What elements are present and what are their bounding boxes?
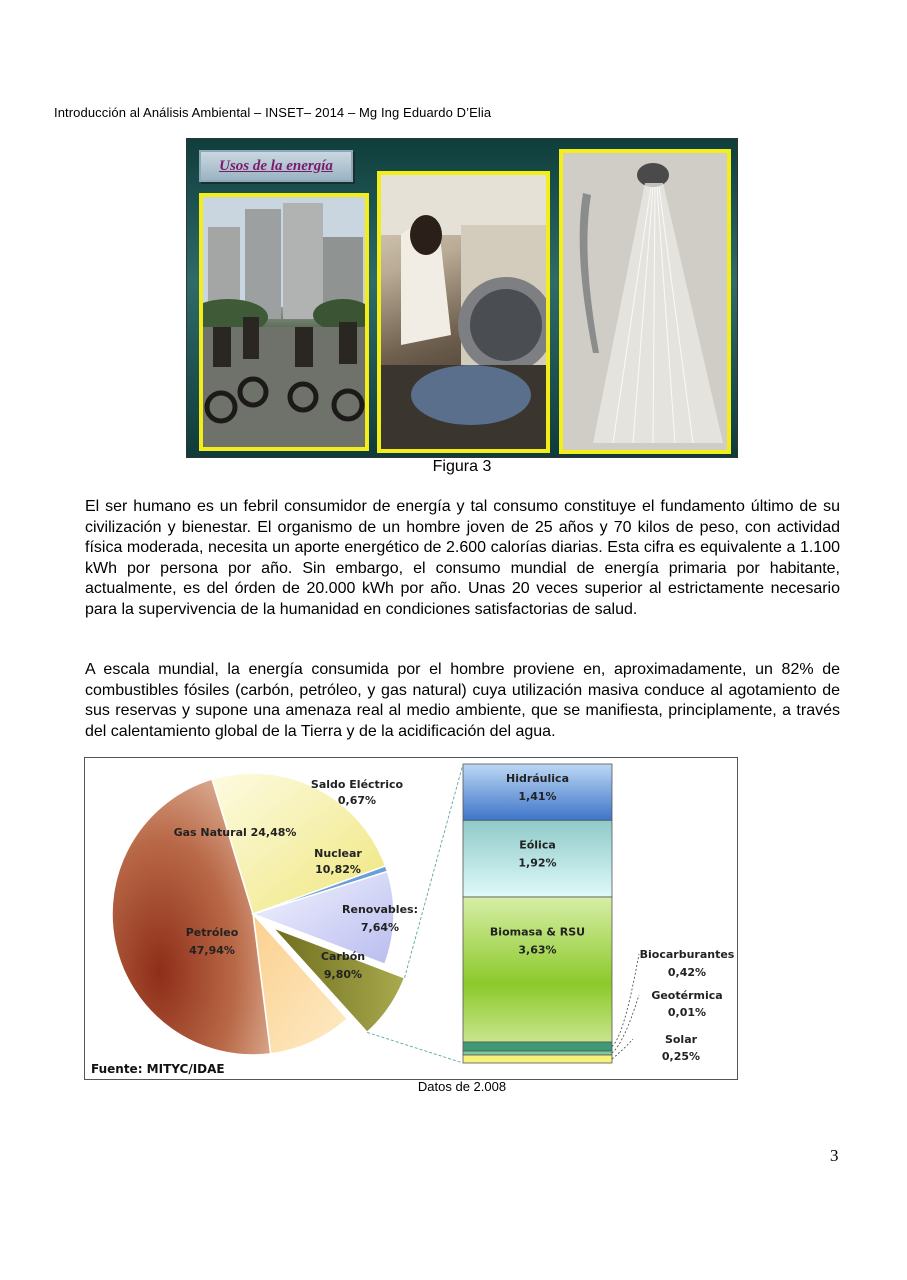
value-petroleo: 47,94% (189, 944, 235, 957)
figure-usos-energia (186, 138, 738, 458)
connector-bottom (367, 1032, 463, 1063)
label-gas-natural: Gas Natural 24,48% (173, 826, 297, 839)
bar-value-biomasa-rsu: 3,63% (518, 943, 557, 957)
bar-segment-biomasa-rsu (463, 897, 612, 1042)
figure-title-box (199, 150, 353, 182)
chart-canvas (85, 758, 737, 1079)
bar-value-eolica: 1,92% (518, 856, 557, 870)
label-carbon: Carbón (320, 950, 366, 963)
motorcycles-street-photo (199, 193, 369, 451)
value-carbon: 9,80% (323, 968, 363, 981)
bar-value-biocarburantes: 0,42% (667, 966, 707, 979)
bar-label-biomasa-rsu: Biomasa & RSU (489, 925, 586, 939)
figure-caption: Figura 3 (432, 458, 492, 475)
value-saldo-electrico: 0,67% (337, 794, 377, 807)
value-renovables: 7,64% (360, 921, 400, 934)
label-saldo-electrico: Saldo Eléctrico (310, 778, 404, 791)
bar-label-solar: Solar (664, 1033, 698, 1046)
energy-pie-chart (84, 757, 738, 1080)
label-nuclear: Nuclear (314, 847, 362, 860)
page-header: Introducción al Análisis Ambiental – INSET– 2014 – Mg Ing Eduardo D’Elia (54, 105, 492, 120)
bar-segment-biocarburantes (463, 1042, 612, 1051)
chart-source: Fuente: MITYC/IDAE (91, 1062, 225, 1076)
chart-caption: Datos de 2.008 (417, 1079, 507, 1094)
bar-value-geotermica: 0,01% (667, 1006, 707, 1019)
bar-label-hidraulica: Hidráulica (505, 772, 570, 786)
washing-machine-photo (377, 171, 550, 453)
paragraph-escala-mundial: A escala mundial, la energía consumida por el hombre proviene en, aproximadamente, un 82% de combustibles fósiles (carbón, petróleo, y gas natural) cuya utilización masiva conduce al agotamiento de sus reservas y supone una amenaza real al medio ambiente, que se manifiesta, principlamente, a través del calentamiento global de la Tierra y de la acidificación del agua. (85, 661, 840, 740)
paragraph-consumo: El ser humano es un febril consumidor de energía y tal consumo constituye el fundamento último de su civilización y bienestar. El organismo de un hombre joven de 25 años y 70 kilos de peso, con actividad física moderada, necesita un aporte energético de 2.600 calorías diarias. Esta cifra es equivalente a 1.100 kWh por persona por año. Sin embargo, el consumo mundial de energía primaria por habitante, actualmente, es del órden de 20.000 kWh por año. Unas 20 veces superior al estrictamente necesario para la supervivencia de la humanidad en condiciones satisfactorias de salud. (85, 498, 840, 618)
value-nuclear: 10,82% (315, 863, 361, 876)
bar-label-geotermica: Geotérmica (651, 989, 723, 1002)
shower-photo (559, 149, 731, 454)
label-petroleo: Petróleo (185, 926, 239, 939)
connector-top (405, 764, 463, 978)
bar-value-solar: 0,25% (661, 1050, 701, 1063)
label-renovables: Renovables: (342, 903, 418, 916)
bar-value-hidraulica: 1,41% (518, 790, 557, 804)
bar-segment-solar (463, 1055, 612, 1063)
page-number: 3 (830, 1146, 839, 1165)
leader-geotermica (612, 995, 639, 1053)
bar-label-eolica: Eólica (519, 838, 556, 852)
renovables-breakdown-bar (463, 764, 612, 1063)
bar-label-biocarburantes: Biocarburantes (639, 948, 735, 961)
figure-title: Usos de la energía (219, 157, 333, 174)
bar-segment-geotermica (463, 1051, 612, 1055)
